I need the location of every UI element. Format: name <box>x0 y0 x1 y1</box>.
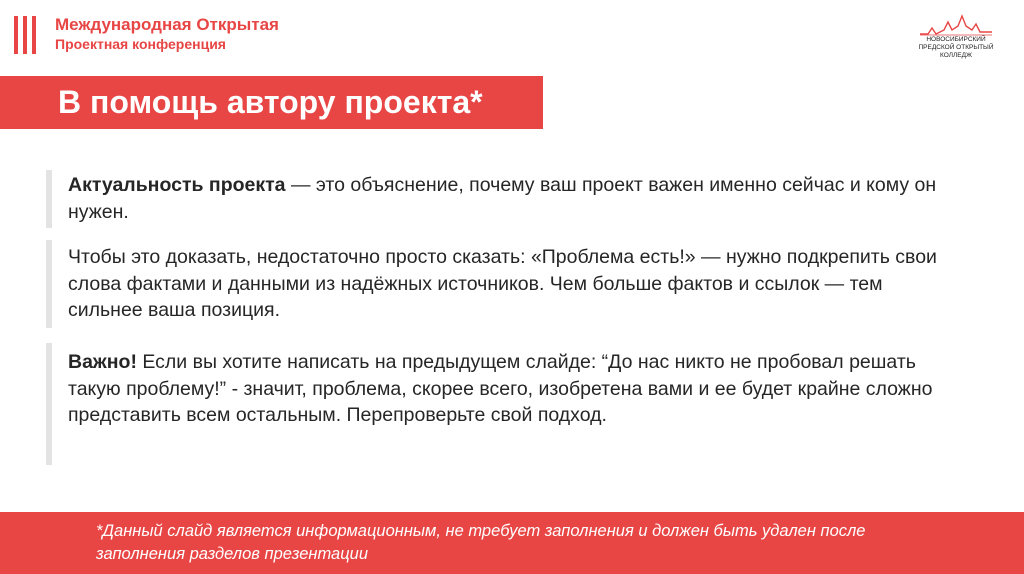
block-bold-lead: Актуальность проекта <box>68 174 286 196</box>
logo-bar <box>23 16 27 54</box>
logo-bar <box>14 16 18 54</box>
block-accent-bar <box>46 343 52 465</box>
conference-logo-text <box>55 15 279 53</box>
block-text: Чтобы это доказать, недостаточно просто сказать: «Проблема есть!» — нужно подкрепить свои слова фактами и данными из надёжных источников. Чем больше фактов и ссылок — тем сильнее ваша позиция. <box>68 246 937 321</box>
conference-name-line2: Проектная конференция <box>55 36 226 52</box>
slide-title: В помощь автору проекта* <box>58 84 483 120</box>
conference-logo-bars <box>14 16 36 54</box>
block-paragraph <box>68 172 948 225</box>
block-bold-lead: Важно! <box>68 351 137 373</box>
block-accent-bar <box>46 170 52 228</box>
block-text: — это объяснение, почему ваш проект важен именно сейчас и кому он нужен. <box>68 174 937 223</box>
logo-bar <box>32 16 36 54</box>
college-name: НОВОСИБИРСКИЙ ПРЕДСКОЙ ОТКРЫТЫЙ КОЛЛЕДЖ <box>918 36 994 59</box>
footer-note: *Данный слайд является информационным, не требует заполнения и должен быть удален после заполнения разделов презентации <box>96 522 866 563</box>
conference-name-line1: Международная Открытая <box>55 15 279 34</box>
block-paragraph <box>68 244 948 324</box>
block-accent-bar <box>46 240 52 328</box>
block-text: Если вы хотите написать на предыдущем слайде: “До нас никто не пробовал решать такую проблему!” - значит, проблема, скорее всего, изобретена вами и ее будет крайне сложно представить всем остальным. Перепроверьте свой подход. <box>68 351 933 426</box>
block-paragraph <box>68 349 948 429</box>
